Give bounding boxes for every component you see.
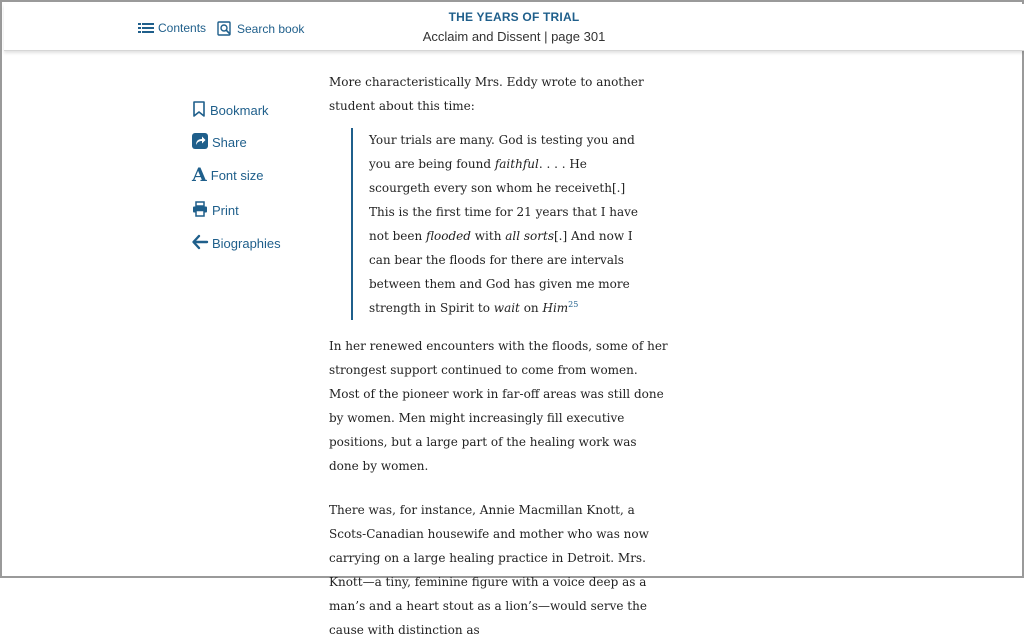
- letter-quote: [351, 128, 649, 320]
- search-book-label: Search book: [237, 21, 305, 36]
- bookmark-label: Bookmark: [210, 103, 269, 118]
- font-size-label: Font size: [210, 167, 264, 183]
- bookmark-button[interactable]: [192, 101, 269, 120]
- footnote-link[interactable]: 25: [568, 300, 579, 309]
- chapter-page-indicator: Acclaim and Dissent | page 301: [422, 29, 606, 44]
- book-text: [329, 70, 669, 642]
- bookmark-icon: [192, 101, 206, 120]
- arrow-left-icon: [192, 235, 208, 252]
- share-button[interactable]: [192, 133, 247, 152]
- contents-label: Contents: [158, 21, 207, 35]
- quote-text: on: [519, 301, 543, 315]
- quote-emphasis: Him: [542, 301, 569, 315]
- paragraph: More characteristically Mrs. Eddy wrote to another student about this time:: [329, 75, 644, 113]
- book-title: THE YEARS OF TRIAL: [448, 10, 580, 24]
- share-icon: [192, 133, 208, 152]
- print-button[interactable]: [192, 201, 239, 220]
- quote-text: [.] And now I can bear the floods for there are intervals between them and God has given me more strength in Spirit to: [369, 229, 633, 315]
- biographies-link[interactable]: [192, 235, 281, 252]
- paragraph: In her renewed encounters with the floods, some of her strongest support continued to come from women. Most of the pioneer work in far-off areas was still done by women. Men might increasingly fill executive positions, but a large part of the healing work was done by women.: [329, 339, 668, 473]
- print-label: Print: [212, 203, 239, 218]
- quote-emphasis: flooded: [426, 229, 471, 243]
- quote-text: . . . . He scourgeth every son whom he receiveth[.] This is the first time for 21 years that I have not been: [369, 157, 639, 243]
- quote-emphasis: all sorts: [505, 229, 554, 243]
- quote-text: Your trials are many. God is testing you and you are being found: [369, 133, 635, 171]
- biographies-label: Biographies: [212, 236, 281, 251]
- paragraph: There was, for instance, Annie Macmillan Knott, a Scots-Canadian housewife and mother who was now carrying on a large healing practice in Detroit. Mrs. Knott—a tiny, feminine figure with a voice deep as a man’s and a heart stout as a lion’s—would serve the cause with distinction as: [329, 503, 649, 637]
- quote-text: with: [470, 229, 506, 243]
- printer-icon: [192, 201, 208, 220]
- quote-emphasis: faithful: [494, 157, 539, 171]
- share-label: Share: [212, 135, 247, 150]
- font-size-button[interactable]: [192, 166, 264, 184]
- top-bar: [4, 4, 1024, 51]
- font-size-icon: A: [192, 164, 207, 186]
- quote-emphasis: wait: [493, 301, 520, 315]
